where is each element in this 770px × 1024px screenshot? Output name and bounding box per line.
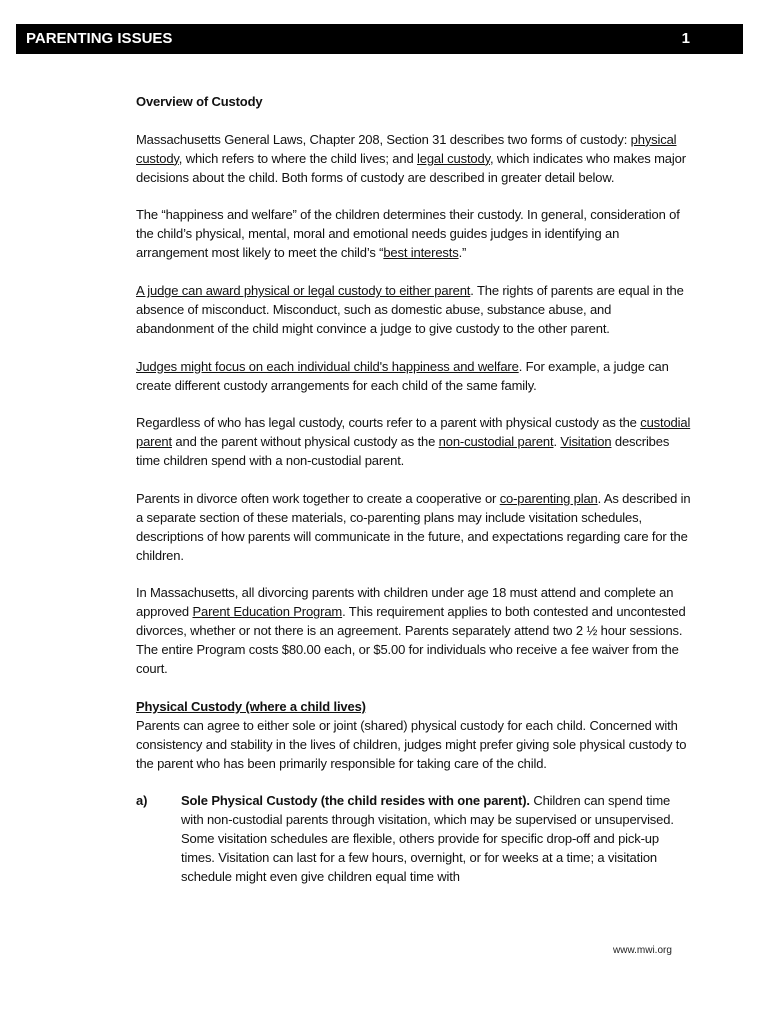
term-visitation: Visitation <box>560 434 612 450</box>
term-non-custodial-parent: non-custodial parent <box>438 434 554 450</box>
paragraph-custody-forms: Massachusetts General Laws, Chapter 208, Section 31 describes two forms of custody: physical custody, which refers to where the child lives; and legal custody, which indicates who makes major decisions about the child. Both forms of custody are described in greater detail below. <box>136 131 686 185</box>
list-item-heading: Sole Physical Custody (the child resides with one parent). <box>181 793 530 809</box>
term-physical-custody: physical custody <box>136 131 677 166</box>
list-item-sole-physical <box>136 792 691 887</box>
paragraph-individual-child: Judges might focus on each individual child's happiness and welfare. For example, a judge can create different custody arrangements for each child of the same family. <box>136 358 669 393</box>
term-best-interests: best interests <box>383 245 459 261</box>
term-parent-education-program: Parent Education Program <box>192 604 343 620</box>
term-legal-custody: legal custody <box>417 150 490 166</box>
section-heading: Physical Custody (where a child lives) <box>136 698 366 714</box>
paragraph-judge-award: A judge can award physical or legal custody to either parent. The rights of parents are equal in the absence of misconduct. Misconduct, such as domestic abuse, substance abuse, and abandonment of the child might convince a judge to give custody to the other parent. <box>136 283 684 336</box>
paragraph-custodial-parent: Regardless of who has legal custody, courts refer to a parent with physical custody as the custodial parent and the parent without physical custody as the non-custodial parent. Visitation describes time children spend with a non-custodial parent. <box>136 415 691 469</box>
paragraph-happiness-welfare: The “happiness and welfare” of the children determines their custody. In general, consideration of the child’s physical, mental, moral and emotional needs guides judges in identifying an arrangement most likely to meet the child’s “best interests.” <box>136 207 680 261</box>
document-section-title: PARENTING ISSUES <box>26 30 173 47</box>
page-number: 1 <box>681 30 690 47</box>
page-title: Overview of Custody <box>136 94 263 109</box>
list-item-text: Children can spend time with non-custodial parents through visitation, which may be supervised or unsupervised. Some visitation schedules are flexible, others provide for specific drop-off and pick-up times. Visitation can last for a few hours, overnight, or for weeks at a time; a visitation schedule might even give children equal time with <box>181 793 674 885</box>
section-physical-custody <box>136 698 691 774</box>
term-custodial-parent: custodial parent <box>136 415 691 450</box>
term-co-parenting-plan: co-parenting plan <box>499 490 598 506</box>
term-individual-child: Judges might focus on each individual child's happiness and welfare <box>136 358 519 374</box>
footer-url: www.mwi.org <box>613 945 672 956</box>
section-body: Parents can agree to either sole or joint (shared) physical custody for each child. Concerned with consistency and stability in the lives of children, judges might prefer giving sole physical custody to the parent who has been primarily responsible for taking care of the child. <box>136 717 687 771</box>
paragraph-co-parenting: Parents in divorce often work together to create a cooperative or co-parenting plan. As described in a separate section of these materials, co-parenting plans may include visitation schedules, descriptions of how parents will communicate in the future, and expectations regarding care for the children. <box>136 490 691 563</box>
header-bar <box>16 24 743 54</box>
term-judge-award: A judge can award physical or legal custody to either parent <box>136 283 471 299</box>
document-body <box>136 93 691 906</box>
list-label: a) <box>136 793 148 809</box>
paragraph-parent-education: In Massachusetts, all divorcing parents with children under age 18 must attend and complete an approved Parent Education Program. This requirement applies to both contested and uncontested divorces, whether or not there is an agreement. Parents separately attend two 2 ½ hour sessions. The entire Program costs $80.00 each, or $5.00 for individuals who receive a fee waiver from the court. <box>136 585 686 677</box>
